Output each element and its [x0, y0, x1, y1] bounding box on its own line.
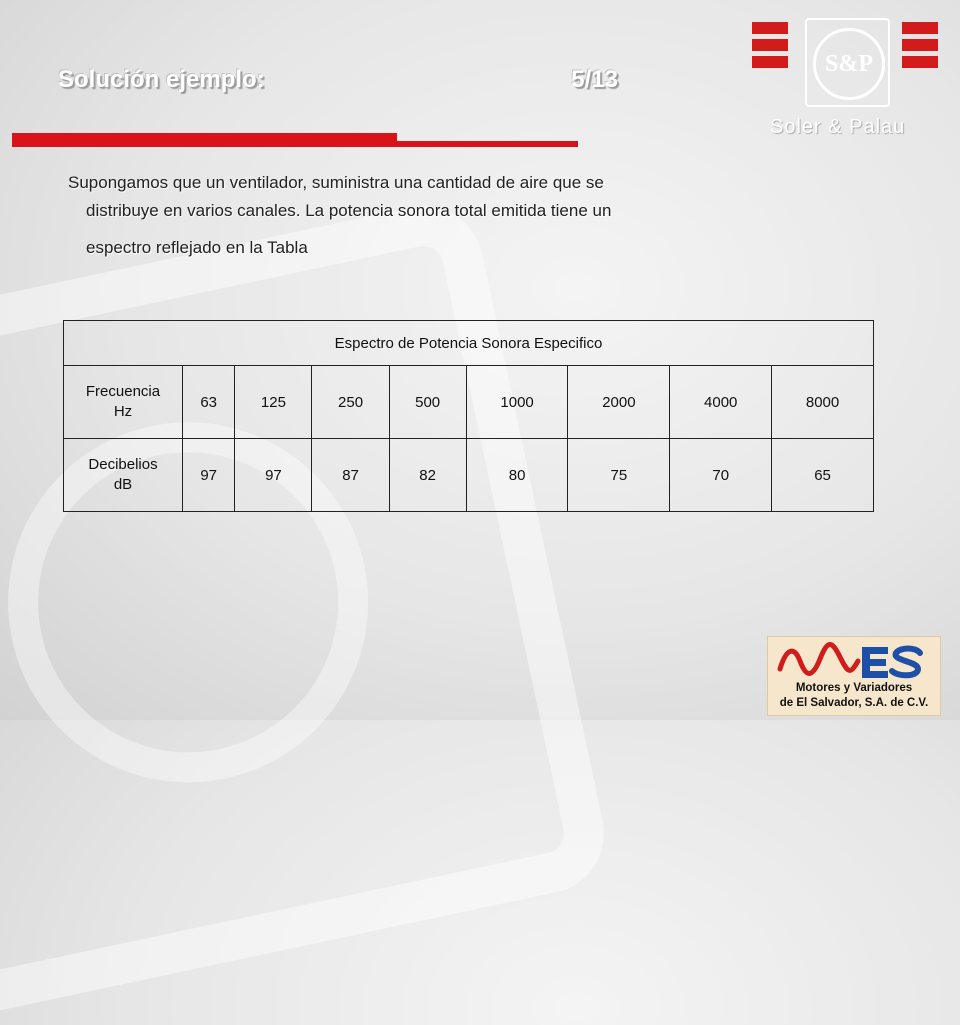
table-cell: 97 [235, 439, 312, 512]
table-cell: 97 [183, 439, 235, 512]
table-cell: 1000 [466, 366, 568, 439]
mves-wave-icon [776, 639, 936, 681]
table-caption: Espectro de Potencia Sonora Especifico [64, 321, 874, 366]
mves-logo [767, 636, 941, 716]
table-cell: 63 [183, 366, 235, 439]
title-underline-bar [12, 133, 397, 147]
logo-bars-right [902, 22, 938, 73]
table-row-frequency [64, 366, 874, 439]
body-line-2: distribuye en varios canales. La potencia sonora total emitida tiene un [86, 201, 612, 220]
table-caption-row [64, 321, 874, 366]
logo-bars-left [752, 22, 788, 73]
body-paragraph [68, 170, 788, 270]
slide-title-text: Solución ejemplo: [58, 66, 265, 93]
table-cell: 87 [312, 439, 389, 512]
table-cell: 75 [568, 439, 670, 512]
row-label-frequency [64, 366, 183, 439]
soler-palau-logo [752, 18, 940, 142]
row-label-decibels [64, 439, 183, 512]
table-cell: 8000 [772, 366, 874, 439]
slide-title [58, 66, 618, 94]
table-row-decibels [64, 439, 874, 512]
table-cell: 500 [389, 366, 466, 439]
sp-badge [805, 18, 890, 107]
table-cell: 80 [466, 439, 568, 512]
table-cell: 65 [772, 439, 874, 512]
row-label-line: Frecuencia [85, 383, 161, 400]
mves-caption [768, 681, 940, 711]
title-underline-bar-thin [397, 141, 578, 147]
table-cell: 2000 [568, 366, 670, 439]
body-line-1: Supongamos que un ventilador, suministra una cantidad de aire que se [68, 173, 604, 192]
company-line-2: de El Salvador, S.A. de C.V. [779, 697, 929, 709]
row-label-unit: Hz [113, 403, 133, 420]
table-cell: 4000 [670, 366, 772, 439]
row-label-line: Decibelios [88, 456, 158, 473]
sound-power-table [63, 320, 874, 512]
table-cell: 125 [235, 366, 312, 439]
table-cell: 70 [670, 439, 772, 512]
slide-page-number: 5/13 [571, 66, 618, 93]
body-line-3: espectro reflejado en la Tabla [86, 238, 308, 257]
brand-name: Soler & Palau [770, 116, 906, 138]
table-cell: 250 [312, 366, 389, 439]
company-line-1: Motores y Variadores [795, 682, 913, 694]
sp-badge-text: S&P [813, 28, 885, 100]
table-cell: 82 [389, 439, 466, 512]
row-label-unit: dB [113, 476, 133, 493]
